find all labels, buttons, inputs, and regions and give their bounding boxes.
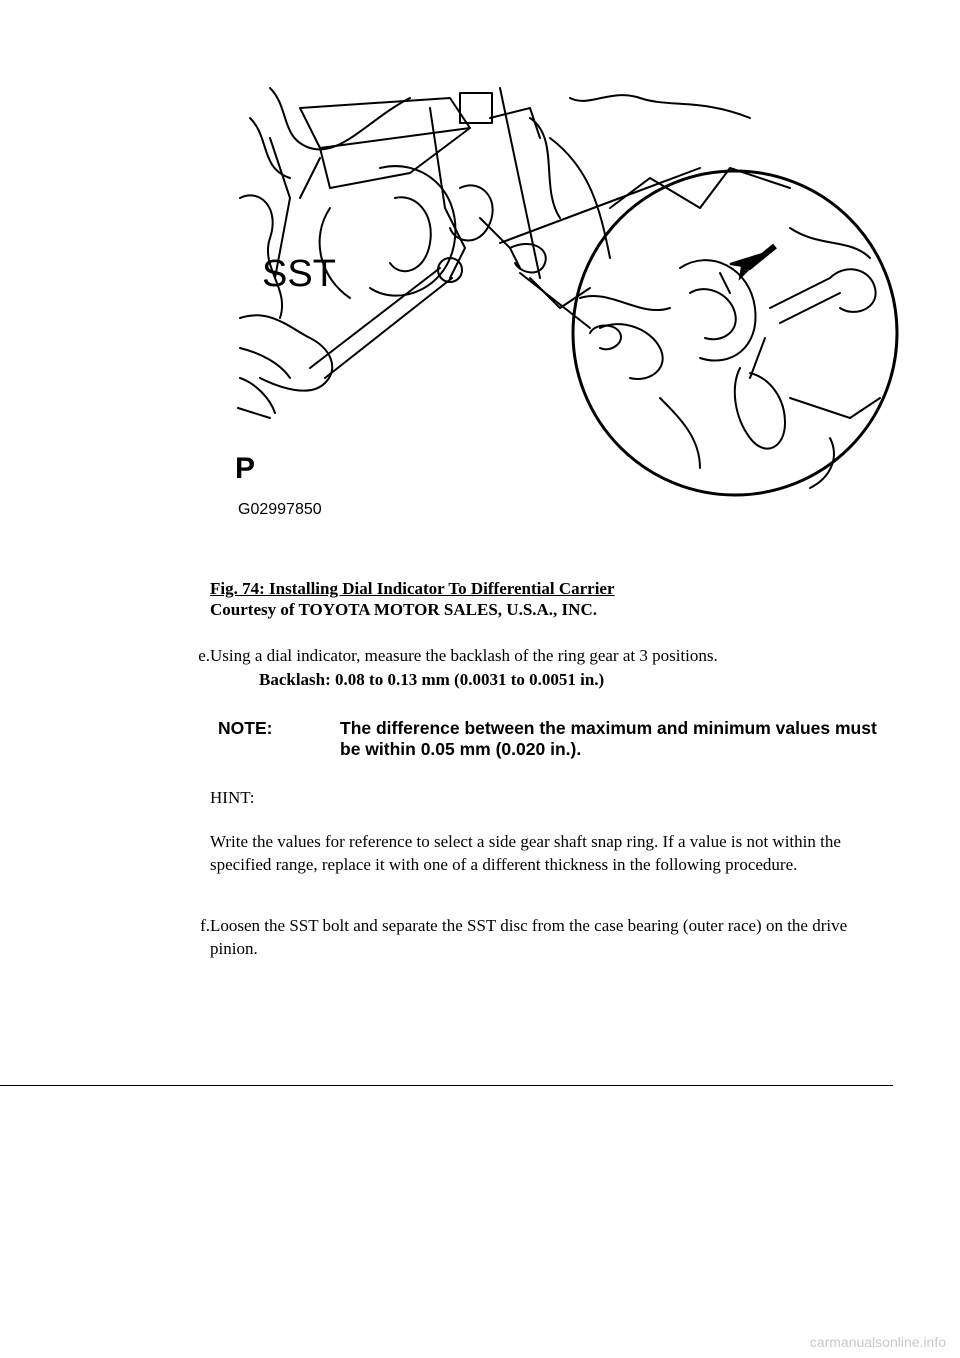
backlash-spec: Backlash: 0.08 to 0.13 mm (0.0031 to 0.0051 in.)	[259, 670, 605, 689]
hint-label: HINT:	[210, 788, 255, 807]
p-marker-label: P	[235, 452, 256, 485]
watermark: carmanualsonline.info	[809, 1334, 946, 1350]
dial-indicator-illustration	[230, 78, 900, 518]
step-marker: f.	[200, 916, 210, 935]
step-marker: e.	[198, 646, 210, 665]
figure-courtesy: Courtesy of TOYOTA MOTOR SALES, U.S.A., INC.	[210, 600, 597, 619]
figure-caption	[210, 578, 615, 620]
step-text: Using a dial indicator, measure the backlash of the ring gear at 3 positions.	[210, 646, 718, 665]
installation-figure	[230, 78, 900, 518]
note-label: NOTE:	[218, 718, 273, 738]
hint-text: Write the values for reference to select a side gear shaft snap ring. If a value is not within the specified range, replace it with one of a different thickness in the following procedure.	[210, 832, 841, 874]
sst-label: SST	[262, 253, 336, 295]
note-text: The difference between the maximum and minimum values must be within 0.05 mm (0.020 in.).	[340, 718, 877, 759]
page-divider	[0, 1085, 893, 1086]
step-text: Loosen the SST bolt and separate the SST disc from the case bearing (outer race) on the drive pinion.	[210, 916, 848, 958]
figure-code: G02997850	[238, 501, 322, 518]
figure-title: Fig. 74: Installing Dial Indicator To Differential Carrier	[210, 579, 615, 598]
